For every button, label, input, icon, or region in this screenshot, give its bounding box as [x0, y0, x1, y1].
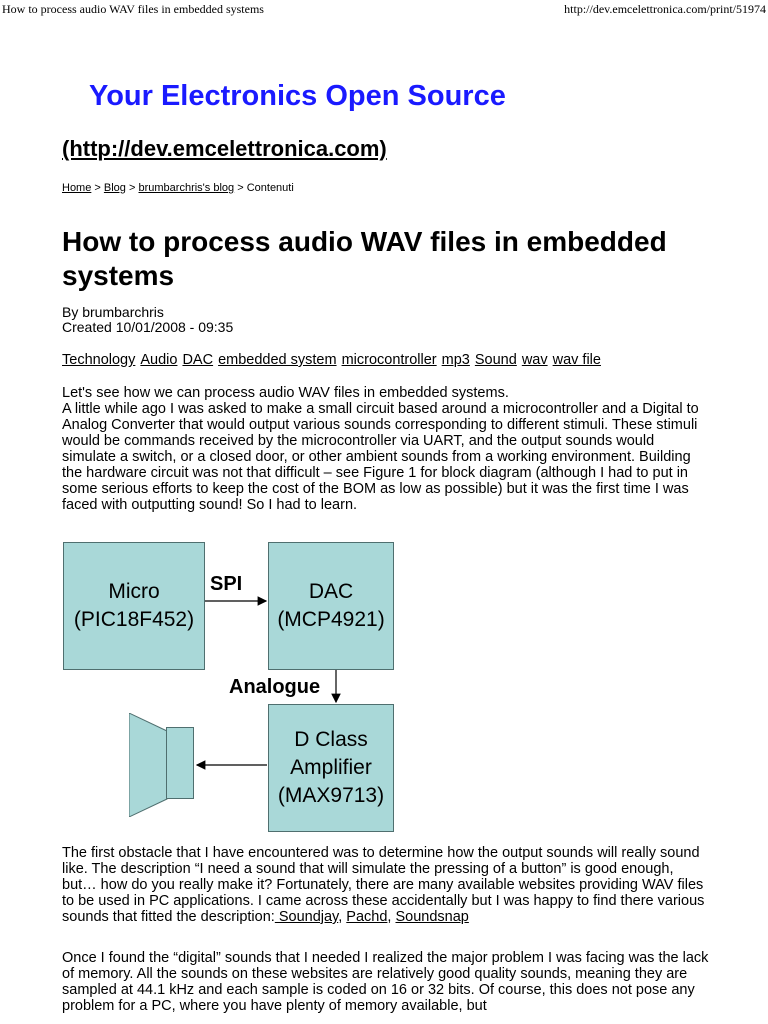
author-line: By brumbarchris — [62, 304, 164, 320]
site-title: Your Electronics Open Source — [89, 80, 506, 112]
breadcrumb-home[interactable]: Home — [62, 182, 92, 194]
tag-technology[interactable]: Technology — [62, 352, 136, 368]
amp-label-2: Amplifier — [290, 756, 372, 779]
tag-embedded-system[interactable]: embedded system — [218, 352, 337, 368]
tag-microcontroller[interactable]: microcontroller — [341, 352, 437, 368]
article-meta — [62, 305, 233, 335]
breadcrumb-user-blog[interactable]: brumbarchris's blog — [138, 182, 235, 194]
speaker-icon — [129, 713, 169, 817]
obstacle-paragraph: The first obstacle that I have encountered was to determine how the output sounds will really sound like. The description “I need a sound that will simulate the pressing of a button” is good enough, but… how do you really make it? Fortunately, there are many available websites providing WAV files to be used in PC applications. I came across these accidentally but I was happy to find there various sounds that fitted the description: Soundjay, Pachd, Soundsnap — [62, 845, 705, 925]
breadcrumb — [62, 182, 294, 194]
print-header — [0, 0, 768, 18]
micro-block — [63, 542, 205, 670]
amp-label-1: D Class — [294, 728, 368, 751]
breadcrumb-separator: > — [237, 182, 244, 194]
dac-part: (MCP4921) — [277, 608, 385, 631]
intro-paragraph: Let's see how we can process audio WAV files in embedded systems. A little while ago I was asked to make a small circuit based around a microcontroller and a Digital to Analog Converter that would output various sounds corresponding to different stimuli. These stimuli would be commands received by the microcontroller via UART, and the output sounds would simulate a switch, or a closed door, or other ambient sounds from a working environment. Building the hardware circuit was not that difficult – see Figure 1 for block diagram (although I had to put in some serious efforts to keep the cost of the BOM as low as possible) but it was the first time I was faced with outputting sound! So I had to learn. — [62, 385, 699, 513]
speaker-body — [166, 727, 194, 799]
breadcrumb-separator: > — [94, 182, 101, 194]
obstacle-text: The first obstacle that I have encountered was to determine how the output sounds will really sound like. The description “I need a sound that will simulate the pressing of a button” is good enough, but… how do you really make it? Fortunately, there are many available websites providing WAV files to be used in PC applications. I came across these accidentally but I was happy to find there various sounds that fitted the description: — [62, 845, 705, 925]
article-title: How to process audio WAV files in embedded systems — [62, 226, 667, 291]
dac-block — [268, 542, 394, 670]
memory-paragraph: Once I found the “digital” sounds that I needed I realized the major problem I was facing was the lack of memory. All the sounds on these websites are relatively good quality sounds, meaning they are sampled at 44.1 kHz and each sample is coded on 16 or 32 bits. Of course, this does not pose any problem for a PC, where you have plenty of memory available, but — [62, 950, 709, 1014]
link-soundsnap[interactable]: Soundsnap — [395, 909, 469, 925]
amplifier-block — [268, 704, 394, 832]
tag-dac[interactable]: DAC — [182, 352, 214, 368]
tag-list — [62, 352, 606, 368]
breadcrumb-separator: > — [129, 182, 136, 194]
tag-wav-file[interactable]: wav file — [552, 352, 601, 368]
analogue-label: Analogue — [229, 676, 321, 698]
print-page-url: http://dev.emcelettronica.com/print/51974 — [564, 2, 766, 16]
tag-audio[interactable]: Audio — [140, 352, 178, 368]
tag-sound[interactable]: Sound — [474, 352, 517, 368]
link-soundjay[interactable]: Soundjay — [274, 909, 339, 925]
breadcrumb-current: Contenuti — [246, 182, 294, 194]
link-pachd[interactable]: Pachd — [346, 909, 388, 925]
tag-mp3[interactable]: mp3 — [441, 352, 470, 368]
created-line: Created 10/01/2008 - 09:35 — [62, 319, 234, 335]
dac-label: DAC — [308, 580, 354, 603]
spi-label: SPI — [210, 573, 243, 595]
tag-wav[interactable]: wav — [521, 352, 548, 368]
micro-part: (PIC18F452) — [73, 608, 195, 631]
micro-label: Micro — [108, 580, 160, 603]
block-diagram — [0, 530, 768, 840]
breadcrumb-blog[interactable]: Blog — [103, 182, 126, 194]
print-page-title: How to process audio WAV files in embedded systems — [2, 2, 264, 16]
amp-part: (MAX9713) — [277, 784, 385, 807]
site-url: (http://dev.emcelettronica.com) — [62, 136, 387, 161]
